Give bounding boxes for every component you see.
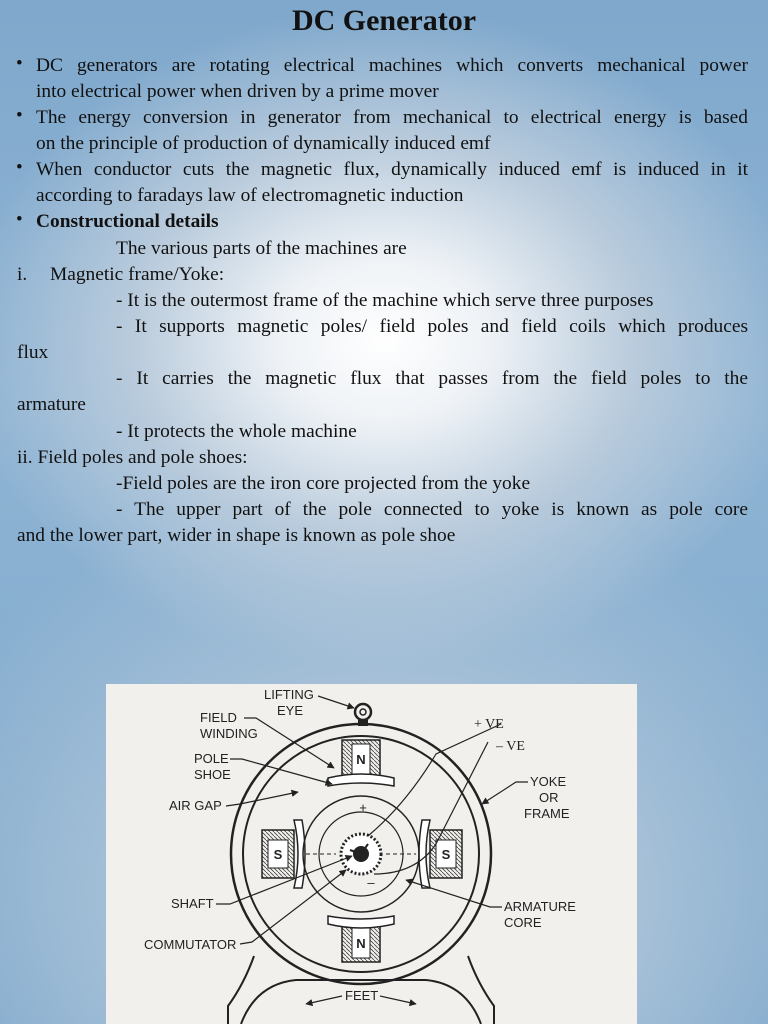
label-or: OR [539, 790, 559, 805]
bullet-3-line-2: according to faradays law of electromagnetic induction [36, 185, 464, 206]
label-pole: POLE [194, 751, 229, 766]
dc-generator-diagram [106, 684, 637, 1024]
pole-south-left [262, 820, 305, 888]
item-1-heading: Magnetic frame/Yoke: [50, 264, 225, 285]
label-lifting: LIFTING [264, 687, 314, 702]
label-field: FIELD [200, 710, 237, 725]
bullet-3-line-1: When conductor cuts the magnetic flux, dynamically induced emf is induced in it [36, 159, 748, 180]
bullet-dot: • [16, 53, 23, 74]
slide-title: DC Generator [291, 4, 477, 37]
bullet-1-line-1: DC generators are rotating electrical machines which converts mechanical power [36, 55, 748, 76]
item-2-point-1: -Field poles are the iron core projected from the yoke [116, 473, 531, 494]
bullet-dot: • [16, 209, 23, 230]
label-commutator: COMMUTATOR [144, 937, 237, 952]
bullet-2-line-2: on the principle of production of dynamically induced emf [36, 133, 491, 154]
label-air-gap: AIR GAP [169, 798, 222, 813]
intro-text: The various parts of the machines are [116, 238, 407, 259]
pole-south-right [419, 820, 462, 888]
item-1-point-1: - It is the outermost frame of the machine which serve three purposes [116, 290, 654, 311]
pole-label-s-right: S [441, 847, 451, 862]
bullet-1-line-2: into electrical power when driven by a prime mover [36, 81, 439, 102]
label-shoe: SHOE [194, 767, 231, 782]
item-2-heading: ii. Field poles and pole shoes: [17, 447, 248, 468]
pole-label-n-top: N [356, 752, 366, 767]
item-1-point-3-line-2: armature [17, 394, 86, 415]
item-1-number: i. [17, 264, 28, 285]
brush-minus-sign: – [367, 875, 375, 890]
item-1-point-2-line-1: - It supports magnetic poles/ field poles and field coils which produces [116, 316, 748, 337]
pole-label-s-left: S [273, 847, 283, 862]
label-core: CORE [504, 915, 542, 930]
label-armature: ARMATURE [504, 899, 576, 914]
item-2-point-2-line-2: and the lower part, wider in shape is known as pole shoe [17, 525, 456, 546]
label-winding: WINDING [200, 726, 258, 741]
label-frame: FRAME [524, 806, 570, 821]
item-1-point-2-line-2: flux [17, 342, 49, 363]
label-plus-ve: + VE [474, 717, 504, 732]
label-feet: FEET [345, 988, 379, 1003]
bullet-2-line-1: The energy conversion in generator from mechanical to electrical energy is based [36, 107, 748, 128]
bullet-dot: • [16, 105, 23, 126]
label-yoke: YOKE [530, 774, 567, 789]
label-shaft: SHAFT [171, 896, 214, 911]
label-minus-ve: – VE [496, 739, 525, 754]
bullet-4-heading: Constructional details [36, 211, 219, 232]
bullet-dot: • [16, 157, 23, 178]
label-eye: EYE [277, 703, 304, 718]
pole-label-n-bottom: N [356, 936, 366, 951]
item-1-point-3-line-1: - It carries the magnetic flux that passes from the field poles to the [116, 368, 748, 389]
lifting-eye [355, 704, 371, 726]
brush-plus-sign: + [359, 800, 367, 815]
item-2-point-2-line-1: - The upper part of the pole connected to yoke is known as pole core [116, 499, 748, 520]
item-1-point-4: - It protects the whole machine [116, 421, 357, 442]
